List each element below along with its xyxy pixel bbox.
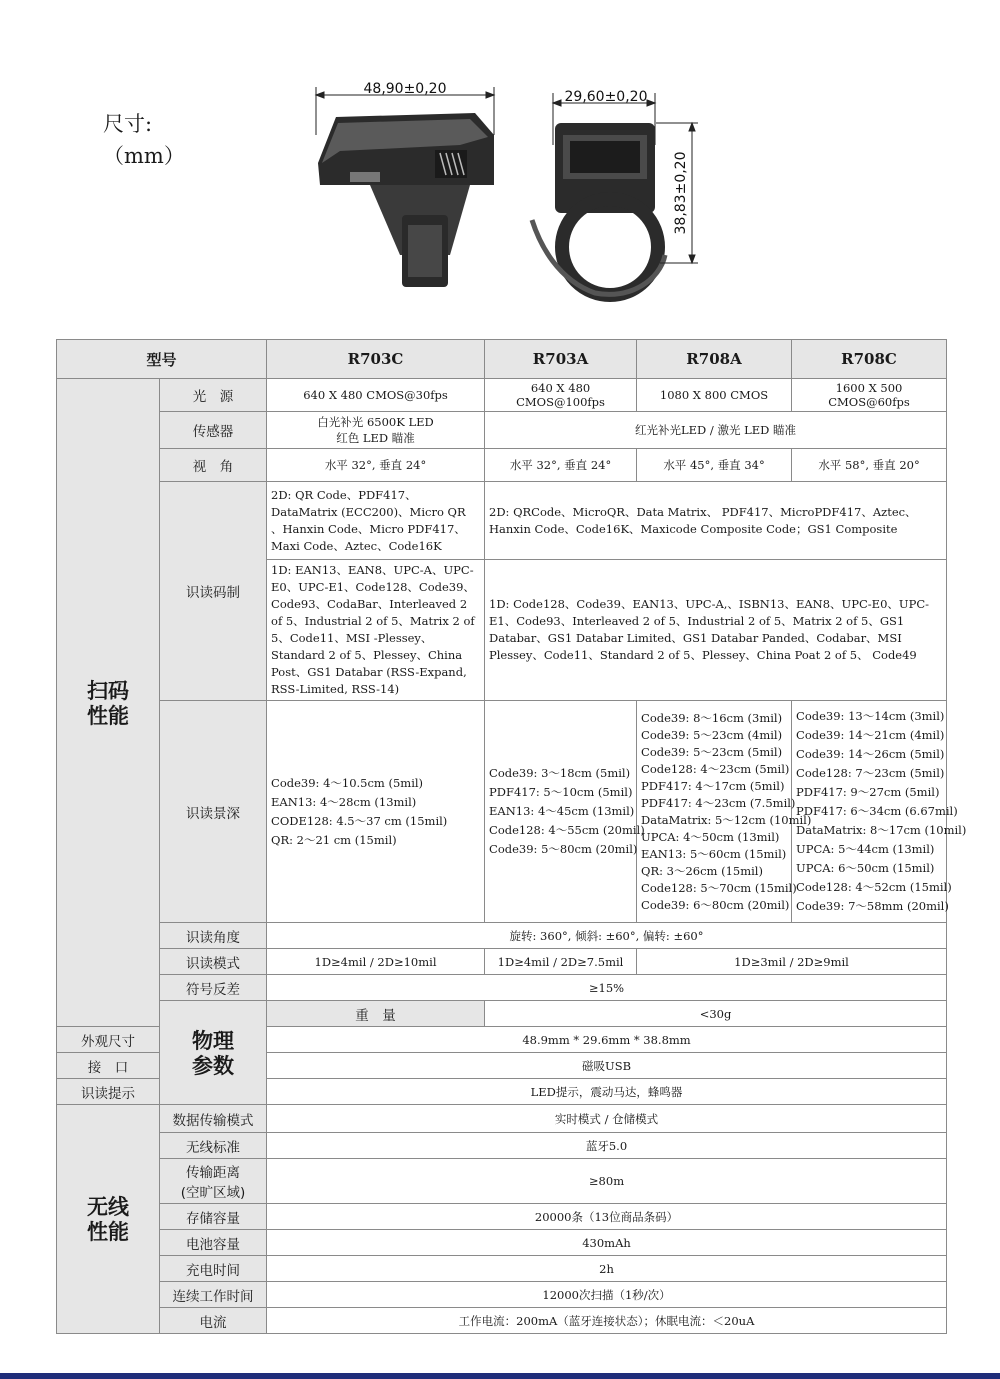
front-view: [532, 123, 665, 295]
label-transfer-mode: 数据传输模式: [160, 1105, 267, 1133]
read-mode-r703c: 1D≥4mil / 2D≥10mil: [267, 949, 485, 975]
row-standard: [57, 1133, 947, 1159]
row-distance: [57, 1159, 947, 1204]
row-charge: [57, 1256, 947, 1282]
label-battery: 电池容量: [160, 1230, 267, 1256]
height-dimension-text: 38,83±0,20: [673, 151, 689, 235]
charge-value: 2h: [267, 1256, 947, 1282]
category-wireless: 无线 性能: [57, 1105, 160, 1334]
row-storage: [57, 1204, 947, 1230]
symbology-2d-others: 2D: QRCode、MicroQR、Data Matrix、 PDF417、MicroPDF417、Aztec、Hanxin Code、Code16K、Maxicode Composite Code；GS1 Composite: [485, 482, 947, 560]
row-runtime: [57, 1282, 947, 1308]
dimension-label: [103, 108, 185, 172]
current-value: 工作电流：200mA（蓝牙连接状态）；休眠电流：＜20uA: [267, 1308, 947, 1334]
row-depth-of-field: [57, 701, 947, 923]
distance-value: ≥80m: [267, 1159, 947, 1204]
model-r703a: R703A: [485, 340, 637, 379]
label-distance: 传输距离 (空旷区域): [160, 1159, 267, 1204]
category-physical: 物理 参数: [160, 1001, 267, 1105]
symbology-1d-r703c: 1D: EAN13、EAN8、UPC-A、UPC-E0、UPC-E1、Code128、Code39、Code93、CodaBar、Interleaved 2 of 5、Industrial 2 of 5、Matrix 2 of 5、Code11、MSI -Plessey、Standard 2 of 5、Plessey、China Post、GS1 Databar (RSS-Expand, RSS-Limited, RSS-14): [267, 560, 485, 701]
light-source-r708a: 1080 X 800 CMOS: [637, 379, 792, 412]
label-charge: 充电时间: [160, 1256, 267, 1282]
product-dimension-drawing: [300, 75, 720, 305]
transfer-mode-value: 实时模式 / 仓储模式: [267, 1105, 947, 1133]
row-contrast: [57, 975, 947, 1001]
model-label: 型号: [57, 340, 267, 379]
symbology-1d-others: 1D: Code128、Code39、EAN13、UPC-A,、ISBN13、EAN8、UPC-E0、UPC-E1、Code93、Interleaved 2 of 5、Industrial 2 of 5、Matrix 2 of 5、GS1 Databar、GS1 Databar Limited、GS1 Databar Panded、Codabar、MSI Plessey、Code11、Standard 2 of 5、Plessey、China Poat 2 of 5、 Code49: [485, 560, 947, 701]
battery-value: 430mAh: [267, 1230, 947, 1256]
row-view-angle: [57, 449, 947, 482]
light-source-r703a: 640 X 480 CMOS@100fps: [485, 379, 637, 412]
label-weight: 重 量: [267, 1001, 485, 1027]
dof-r708c: Code39: 13～14cm (3mil) Code39: 14～21cm (4mil) Code39: 14～26cm (5mil) Code128: 7～23cm (5mil) PDF417: 9～27cm (5mil) PDF417: 6～34cm (6.67mil) DataMatrix: 8～17cm (10mil) UPCA: 5～44cm (13mil) UPCA: 6～50cm (15mil) Code128: 4～52cm (15mil) Code39: 7～58mm (20mil): [792, 701, 947, 923]
dof-r703a: Code39: 3～18cm (5mil) PDF417: 5～10cm (5mil) EAN13: 4～45cm (13mil) Code128: 4～55cm (20mil) Code39: 5～80cm (20mil): [485, 701, 637, 923]
row-transfer-mode: [57, 1105, 947, 1133]
row-sensor: [57, 412, 947, 449]
dimension-title: 尺寸:: [103, 112, 153, 136]
size-value: 48.9mm * 29.6mm * 38.8mm: [267, 1027, 947, 1053]
label-indicator: 识读提示: [57, 1079, 160, 1105]
label-symbology: 识读码制: [160, 482, 267, 701]
row-read-mode: [57, 949, 947, 975]
weight-value: <30g: [485, 1001, 947, 1027]
row-current: [57, 1308, 947, 1334]
header-row: [57, 340, 947, 379]
model-r703c: R703C: [267, 340, 485, 379]
standard-value: 蓝牙5.0: [267, 1133, 947, 1159]
label-depth-of-field: 识读景深: [160, 701, 267, 923]
label-storage: 存储容量: [160, 1204, 267, 1230]
light-source-r708c: 1600 X 500 CMOS@60fps: [792, 379, 947, 412]
label-view-angle: 视 角: [160, 449, 267, 482]
label-current: 电流: [160, 1308, 267, 1334]
row-light-source: [57, 379, 947, 412]
spec-table: [56, 339, 967, 1334]
view-angle-r703c: 水平 32°, 垂直 24°: [267, 449, 485, 482]
indicator-value: LED提示，震动马达，蜂鸣器: [267, 1079, 947, 1105]
model-r708c: R708C: [792, 340, 947, 379]
dimension-unit: （mm）: [103, 144, 185, 168]
model-r708a: R708A: [637, 340, 792, 379]
view-angle-r708c: 水平 58°, 垂直 20°: [792, 449, 947, 482]
width-dimension-text: 48,90±0,20: [363, 81, 447, 97]
light-source-r703c: 640 X 480 CMOS@30fps: [267, 379, 485, 412]
read-mode-r703a: 1D≥4mil / 2D≥7.5mil: [485, 949, 637, 975]
contrast-value: ≥15%: [267, 975, 947, 1001]
runtime-value: 12000次扫描（1秒/次）: [267, 1282, 947, 1308]
label-read-mode: 识读模式: [160, 949, 267, 975]
read-mode-r708: 1D≥3mil / 2D≥9mil: [637, 949, 947, 975]
depth-dimension-text: 29,60±0,20: [564, 89, 648, 105]
symbology-2d-r703c: 2D: QR Code、PDF417、DataMatrix (ECC200)、Micro QR 、Hanxin Code、Micro PDF417、Maxi Code、Aztec、Code16K: [267, 482, 485, 560]
row-weight: [57, 1001, 947, 1027]
sensor-others: 红光补光LED / 激光 LED 瞄准: [485, 412, 947, 449]
label-contrast: 符号反差: [160, 975, 267, 1001]
interface-value: 磁吸USB: [267, 1053, 947, 1079]
row-battery: [57, 1230, 947, 1256]
row-read-angle: [57, 923, 947, 949]
dof-r708a: Code39: 8～16cm (3mil) Code39: 5～23cm (4mil) Code39: 5～23cm (5mil) Code128: 4～23cm (5mil) PDF417: 4～17cm (5mil) PDF417: 4～23cm (7.5mil) DataMatrix: 5～12cm (10mil) UPCA: 4～50cm (13mil) EAN13: 5～60cm (15mil) QR: 3～26cm (15mil) Code128: 5～70cm (15mil) Code39: 6～80cm (20mil): [637, 701, 792, 923]
category-scan: 扫码 性能: [57, 379, 160, 1027]
label-light-source: 光 源: [160, 379, 267, 412]
label-standard: 无线标准: [160, 1133, 267, 1159]
sensor-r703c: 白光补光 6500K LED 红色 LED 瞄准: [267, 412, 485, 449]
storage-value: 20000条（13位商品条码）: [267, 1204, 947, 1230]
view-angle-r708a: 水平 45°, 垂直 34°: [637, 449, 792, 482]
view-angle-r703a: 水平 32°, 垂直 24°: [485, 449, 637, 482]
dof-r703c: Code39: 4～10.5cm (5mil) EAN13: 4～28cm (13mil) CODE128: 4.5～37 cm (15mil) QR: 2～21 cm (15mil): [267, 701, 485, 923]
label-size: 外观尺寸: [57, 1027, 160, 1053]
label-interface: 接 口: [57, 1053, 160, 1079]
label-runtime: 连续工作时间: [160, 1282, 267, 1308]
label-sensor: 传感器: [160, 412, 267, 449]
footer-bar: [0, 1373, 1000, 1379]
side-view: [318, 113, 494, 287]
label-read-angle: 识读角度: [160, 923, 267, 949]
row-symbology-2d: [57, 482, 947, 560]
read-angle-value: 旋转: 360°, 倾斜: ±60°, 偏转: ±60°: [267, 923, 947, 949]
